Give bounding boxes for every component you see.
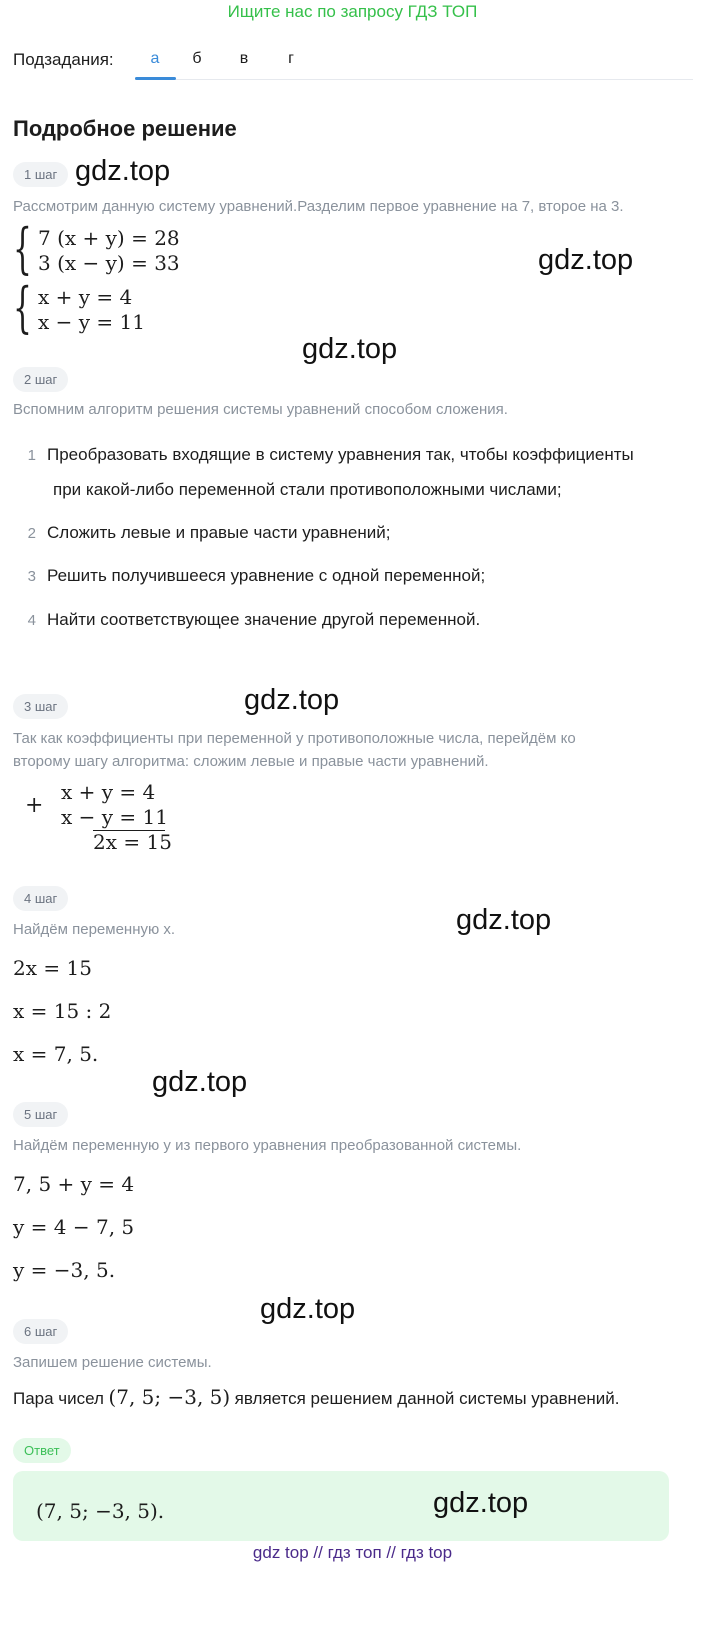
step-2-text: Вспомним алгоритм решения системы уравнений способом сложения. [13,401,508,418]
step-6-text: Запишем решение системы. [13,1354,212,1371]
watermark: gdz.top [302,333,398,365]
watermark: gdz.top [244,684,340,716]
addition-eq-1: x + y = 4 [61,780,156,804]
conclusion-pair: (7, 5; −3, 5) [108,1385,231,1409]
list-number: 4 [27,612,36,629]
step-3-badge: 3 шаг [13,694,68,719]
active-tab-indicator [135,77,176,80]
list-item-3: Решить получившееся уравнение с одной переменной; [47,566,486,585]
tabs-divider [135,79,693,80]
step-4-line-1: 2x = 15 [13,956,92,980]
page-title: Подробное решение [13,116,237,141]
addition-result: 2x = 15 [93,830,172,854]
step-2-badge: 2 шаг [13,367,68,392]
search-banner[interactable]: Ищите нас по запросу ГДЗ ТОП [227,2,478,21]
answer-value: (7, 5; −3, 5). [36,1499,165,1523]
list-number: 2 [27,525,36,542]
watermark: gdz.top [152,1066,248,1098]
tab-v[interactable]: в [239,50,249,67]
list-number: 1 [27,447,36,464]
watermark: gdz.top [433,1487,529,1519]
addition-eq-2: x − y = 11 [61,805,168,829]
subtasks-label: Подзадания: [13,50,114,69]
conclusion-prefix: Пара чисел [13,1389,104,1408]
answer-badge: Ответ [13,1438,71,1463]
list-item-1-line-2: при какой-либо переменной стали противоположными числами; [53,480,562,499]
step-4-badge: 4 шаг [13,886,68,911]
list-item-4: Найти соответствующее значение другой переменной. [47,610,481,629]
watermark: gdz.top [75,155,171,187]
step-1-badge: 1 шаг [13,162,68,187]
step-3-text-line-2: второму шагу алгоритма: сложим левые и правые части уравнений. [13,753,489,770]
system-1-eq-1: 7 (x + y) = 28 [38,226,180,250]
plus-sign: + [25,793,44,818]
tab-a[interactable]: а [150,50,160,67]
conclusion-suffix: является решением данной системы уравнений. [234,1389,620,1408]
step-5-text: Найдём переменную y из первого уравнения преобразованной системы. [13,1137,522,1154]
system-brace: { [13,217,32,280]
step-1-text: Рассмотрим данную систему уравнений.Разделим первое уравнение на 7, второе на 3. [13,198,624,215]
watermark: gdz.top [260,1293,356,1325]
step-6-badge: 6 шаг [13,1319,68,1344]
watermark: gdz.top [538,244,634,276]
step-4-text: Найдём переменную x. [13,921,176,938]
watermark: gdz.top [456,904,552,936]
step-5-badge: 5 шаг [13,1102,68,1127]
step-5-line-2: y = 4 − 7, 5 [13,1215,135,1239]
step-5-line-3: y = −3, 5. [13,1258,116,1282]
step-4-line-2: x = 15 : 2 [13,999,112,1023]
footer-links[interactable]: gdz top // гдз топ // гдз top [252,1543,453,1562]
system-2-eq-2: x − y = 11 [38,310,145,334]
tab-b[interactable]: б [192,50,202,67]
step-3-text-line-1: Так как коэффициенты при переменной y противоположные числа, перейдём ко [13,730,576,747]
system-2-eq-1: x + y = 4 [38,285,133,309]
list-item-1-line-1: Преобразовать входящие в систему уравнения так, чтобы коэффициенты [47,445,634,464]
conclusion [13,1385,620,1409]
list-item-2: Сложить левые и правые части уравнений; [47,523,391,542]
tab-g[interactable]: г [288,50,294,67]
system-1-eq-2: 3 (x − y) = 33 [38,251,180,275]
step-5-line-1: 7, 5 + y = 4 [13,1172,135,1196]
list-number: 3 [27,568,36,585]
step-4-line-3: x = 7, 5. [13,1042,99,1066]
system-brace: { [13,276,32,339]
